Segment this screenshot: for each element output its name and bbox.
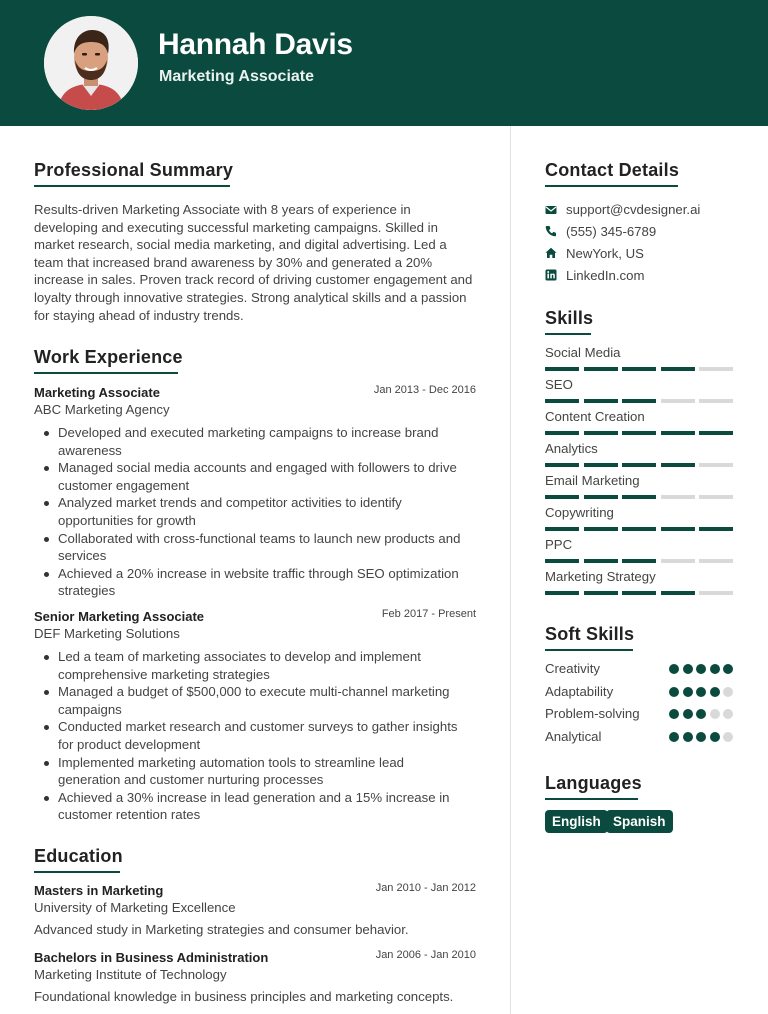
job-bullet-line: services — [58, 548, 107, 564]
avatar — [44, 16, 138, 110]
rating-dot — [683, 664, 693, 674]
contact-location: NewYork, US — [566, 246, 644, 261]
section-title-summary: Professional Summary — [34, 160, 234, 180]
language-badge: English — [545, 810, 608, 833]
skill-level-segment — [661, 463, 695, 467]
skill-level-segment — [661, 495, 695, 499]
job-bullet-line: opportunities for growth — [58, 512, 196, 528]
skill-level-segment — [661, 591, 695, 595]
skill-level-segment — [699, 367, 733, 371]
skill-level-segment — [699, 431, 733, 435]
job-bullet — [34, 789, 476, 824]
language-badge: Spanish — [606, 810, 673, 833]
school-name: University of Marketing Excellence — [34, 900, 236, 915]
job-bullet-line: Conducted market research and customer surveys to gather insights — [58, 719, 458, 735]
candidate-name: Hannah Davis — [158, 28, 353, 61]
job-bullet-line: Managed social media accounts and engaged with followers to drive — [58, 460, 457, 476]
section-title-education: Education — [34, 846, 123, 866]
job-bullet-line: Implemented marketing automation tools to streamline lead — [58, 754, 404, 770]
job-company: DEF Marketing Solutions — [34, 626, 180, 641]
job-bullet — [34, 683, 476, 718]
job-title: Senior Marketing Associate — [34, 609, 205, 624]
soft-skill-rating — [669, 687, 733, 697]
rating-dot — [696, 709, 706, 719]
soft-skill-name: Adaptability — [545, 683, 614, 699]
skill-name: PPC — [545, 537, 573, 552]
summary-line: increase in sales. Proven track record of driving customer engagement and — [34, 272, 473, 288]
summary-line: Results-driven Marketing Associate with 8 years of experience in — [34, 202, 411, 217]
rating-dot — [669, 732, 679, 742]
job-bullet-line: Managed a budget of $500,000 to execute multi-channel marketing — [58, 684, 450, 700]
skill-level-segment — [584, 463, 618, 467]
rating-dot — [710, 687, 720, 697]
skill-level-segment — [545, 463, 579, 467]
job-bullet — [34, 530, 476, 565]
soft-skill-rating — [669, 664, 733, 674]
soft-skill-name: Analytical — [545, 728, 602, 744]
skill-level-segment — [699, 399, 733, 403]
contact-phone[interactable]: (555) 345-6789 — [566, 224, 657, 239]
skill-level-bar — [545, 399, 733, 403]
skill-level-segment — [584, 559, 618, 563]
skill-level-segment — [584, 431, 618, 435]
job-bullet-line: Led a team of marketing associates to develop and implement — [58, 649, 421, 664]
skill-level-bar — [545, 559, 733, 563]
section-title-skills: Skills — [545, 308, 594, 328]
section-title-soft-skills: Soft Skills — [545, 624, 635, 644]
rating-dot — [696, 732, 706, 742]
skill-name: SEO — [545, 377, 573, 392]
skill-name: Analytics — [545, 441, 598, 456]
soft-skill-name: Creativity — [545, 661, 600, 676]
skill-level-segment — [584, 591, 618, 595]
candidate-title: Marketing Associate — [159, 68, 315, 85]
job-bullet-line: Collaborated with cross-functional teams to launch new products and — [58, 530, 461, 546]
job-bullet-line: for product development — [58, 736, 201, 752]
skill-level-segment — [622, 559, 656, 563]
skill-level-segment — [699, 463, 733, 467]
job-bullets — [34, 648, 476, 824]
rating-dot — [723, 732, 733, 742]
section-title-contact: Contact Details — [545, 160, 680, 180]
section-underline — [34, 871, 120, 873]
section-title-experience: Work Experience — [34, 347, 183, 367]
job-dates: Feb 2017 - Present — [381, 608, 476, 620]
job-bullet-line: awareness — [58, 442, 122, 458]
job-bullet — [34, 754, 476, 789]
skill-level-bar — [545, 591, 733, 595]
profile-photo — [44, 16, 138, 110]
rating-dot — [669, 709, 679, 719]
job-bullet-line: customer engagement — [58, 477, 190, 493]
envelope-icon — [545, 204, 557, 216]
skill-level-segment — [545, 367, 579, 371]
job-bullet — [34, 648, 476, 683]
summary-line: for staying ahead of industry trends. — [34, 307, 244, 323]
summary-line: team that increased brand awareness by 30% and generated a 20% — [34, 254, 433, 270]
skill-level-segment — [545, 559, 579, 563]
skill-name: Email Marketing — [545, 473, 640, 488]
job-bullet — [34, 424, 476, 459]
soft-skill-rating — [669, 709, 733, 719]
job-bullet — [34, 565, 476, 600]
skill-level-segment — [545, 399, 579, 403]
column-divider — [510, 126, 511, 1014]
job-bullet-line: Developed and executed marketing campaigns to increase brand — [58, 425, 439, 440]
rating-dot — [669, 687, 679, 697]
rating-dot — [683, 687, 693, 697]
skill-level-segment — [622, 463, 656, 467]
rating-dot — [683, 709, 693, 719]
skill-name: Content Creation — [545, 409, 645, 424]
skill-level-segment — [545, 495, 579, 499]
skill-level-segment — [545, 527, 579, 531]
job-bullet-line: customer retention rates — [58, 807, 201, 823]
rating-dot — [723, 687, 733, 697]
skill-level-segment — [699, 591, 733, 595]
summary-line: loyalty through innovative strategies. Strong analytical skills and a passion — [34, 290, 467, 305]
education-description: Foundational knowledge in business principles and marketing concepts. — [34, 989, 454, 1004]
job-bullet-line: campaigns — [58, 701, 122, 717]
skill-level-segment — [699, 527, 733, 531]
rating-dot — [669, 664, 679, 674]
skill-level-segment — [584, 527, 618, 531]
skill-name: Marketing Strategy — [545, 569, 656, 584]
skill-level-segment — [699, 495, 733, 499]
skill-level-segment — [699, 559, 733, 563]
job-bullet — [34, 494, 476, 529]
home-icon — [545, 247, 557, 259]
job-bullets — [34, 424, 476, 600]
skill-level-bar — [545, 495, 733, 499]
rating-dot — [710, 664, 720, 674]
job-bullet-line: Achieved a 30% increase in lead generation and a 15% increase in — [58, 789, 450, 805]
skill-name: Social Media — [545, 345, 621, 360]
job-bullet-line: Analyzed market trends and competitor activities to identify — [58, 495, 402, 511]
skill-level-segment — [622, 591, 656, 595]
skill-name: Copywriting — [545, 505, 614, 520]
skill-level-segment — [545, 431, 579, 435]
skill-level-segment — [661, 367, 695, 371]
section-underline — [545, 333, 591, 335]
linkedin-icon — [545, 269, 557, 281]
section-underline — [34, 185, 230, 187]
job-bullet — [34, 459, 476, 494]
soft-skill-name: Problem-solving — [545, 706, 640, 721]
skill-level-segment — [661, 399, 695, 403]
section-underline — [545, 798, 638, 800]
summary-line: developing and executing successful marketing campaigns. Skilled in — [34, 219, 438, 235]
section-underline — [545, 185, 678, 187]
education-description: Advanced study in Marketing strategies and consumer behavior. — [34, 922, 409, 937]
rating-dot — [723, 664, 733, 674]
job-bullet-line: Achieved a 20% increase in website traffic through SEO optimization — [58, 565, 459, 581]
skill-level-segment — [661, 559, 695, 563]
skill-level-segment — [622, 527, 656, 531]
contact-linkedin[interactable]: LinkedIn.com — [566, 268, 645, 283]
header-banner — [0, 0, 768, 126]
skill-level-segment — [622, 431, 656, 435]
skill-level-segment — [661, 527, 695, 531]
rating-dot — [710, 732, 720, 742]
section-title-languages: Languages — [545, 773, 642, 793]
job-company: ABC Marketing Agency — [34, 402, 170, 417]
summary-line: market research, social media marketing, and digital advertising. Led a — [34, 237, 447, 253]
job-bullet-line: generation and customer nurturing processes — [58, 772, 324, 788]
rating-dot — [696, 664, 706, 674]
job-title: Marketing Associate — [34, 385, 160, 400]
rating-dot — [696, 687, 706, 697]
job-dates: Jan 2013 - Dec 2016 — [373, 384, 476, 396]
rating-dot — [723, 709, 733, 719]
degree-title: Bachelors in Business Administration — [34, 950, 269, 965]
section-underline — [34, 372, 178, 374]
skill-level-segment — [622, 399, 656, 403]
phone-icon — [545, 225, 557, 237]
rating-dot — [710, 709, 720, 719]
job-bullet-line: comprehensive marketing strategies — [58, 666, 270, 682]
skill-level-segment — [584, 367, 618, 371]
contact-email[interactable]: support@cvdesigner.ai — [566, 202, 701, 217]
degree-title: Masters in Marketing — [34, 883, 164, 898]
job-bullet-line: strategies — [58, 583, 116, 599]
education-dates: Jan 2006 - Jan 2010 — [375, 949, 476, 961]
skill-level-bar — [545, 431, 733, 435]
school-name: Marketing Institute of Technology — [34, 967, 227, 982]
soft-skill-rating — [669, 732, 733, 742]
skill-level-segment — [661, 431, 695, 435]
education-dates: Jan 2010 - Jan 2012 — [375, 882, 476, 894]
skill-level-segment — [584, 399, 618, 403]
skill-level-segment — [584, 495, 618, 499]
skill-level-segment — [622, 495, 656, 499]
skill-level-bar — [545, 527, 733, 531]
rating-dot — [683, 732, 693, 742]
skill-level-bar — [545, 367, 733, 371]
job-bullet — [34, 718, 476, 753]
skill-level-segment — [622, 367, 656, 371]
skill-level-bar — [545, 463, 733, 467]
section-underline — [545, 649, 633, 651]
skill-level-segment — [545, 591, 579, 595]
